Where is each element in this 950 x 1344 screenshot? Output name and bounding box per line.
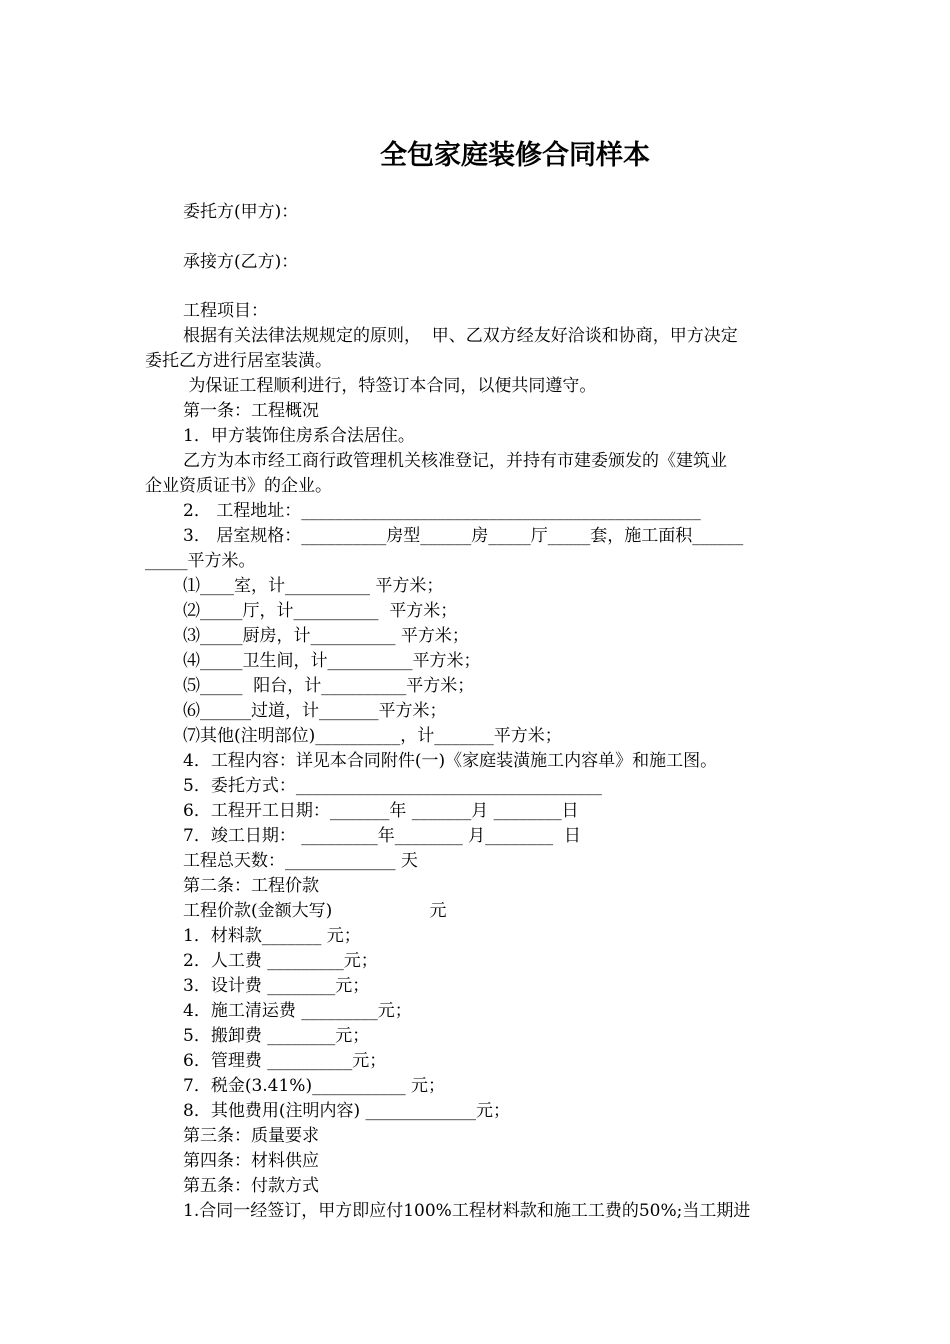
room-item: ⑸_____ 阳台，计__________平方米； xyxy=(183,676,475,696)
payment-line: 1.合同一经签订，甲方即应付100%工程材料款和施工工费的50%;当工期进 xyxy=(183,1201,751,1221)
paragraph-line: 委托乙方进行居室装潢。 xyxy=(145,351,332,371)
paragraph-line: 根据有关法律法规规定的原则， 甲、乙双方经友好洽谈和协商，甲方决定 xyxy=(183,326,738,346)
section-heading: 第四条：材料供应 xyxy=(183,1151,319,1171)
room-item: ⑴____室，计__________ 平方米； xyxy=(183,576,444,596)
clause-line: 企业资质证书》的企业。 xyxy=(145,476,332,496)
room-item: ⑶_____厨房，计__________ 平方米； xyxy=(183,626,469,646)
clause-line: 乙方为本市经工商行政管理机关核准登记，并持有市建委颁发的《建筑业 xyxy=(183,451,727,471)
project-line: 工程项目： xyxy=(183,301,268,321)
room-item: ⑺其他(注明部位)__________，计_______平方米； xyxy=(183,726,562,746)
section-heading: 第一条：工程概况 xyxy=(183,401,319,421)
clause-line: 4．工程内容：详见本合同附件(一)《家庭装潢施工内容单》和施工图。 xyxy=(183,751,718,771)
party-b-line: 承接方(乙方)： xyxy=(183,252,299,272)
price-item: 1．材料款_______ 元； xyxy=(183,926,361,946)
room-item: ⑵_____厅，计__________ 平方米； xyxy=(183,601,458,621)
address-line: 2． 工程地址：_______________________________________________ xyxy=(183,501,701,521)
room-spec-line: _____平方米。 xyxy=(145,551,256,571)
price-item: 5．搬卸费 ________元； xyxy=(183,1026,370,1046)
end-date-line: 7．竣工日期： _________年________ 月________ 日 xyxy=(183,826,581,846)
total-days-line: 工程总天数：_____________ 天 xyxy=(183,851,418,871)
price-line: 工程价款(金额大写) 元 xyxy=(183,901,447,921)
room-item: ⑹______过道，计_______平方米； xyxy=(183,701,447,721)
section-heading: 第二条：工程价款 xyxy=(183,876,319,896)
paragraph-line: 为保证工程顺利进行，特签订本合同，以便共同遵守。 xyxy=(183,376,597,396)
start-date-line: 6．工程开工日期：_______年 _______月 ________日 xyxy=(183,801,579,821)
price-item: 7．税金(3.41%)___________ 元； xyxy=(183,1076,445,1096)
page-title: 全包家庭装修合同样本 xyxy=(380,140,650,171)
price-item: 8．其他费用(注明内容) _____________元； xyxy=(183,1101,510,1121)
price-item: 4．施工清运费 _________元； xyxy=(183,1001,412,1021)
clause-line: 1．甲方装饰住房系合法居住。 xyxy=(183,426,415,446)
party-a-line: 委托方(甲方)： xyxy=(183,202,299,222)
room-spec-line: 3． 居室规格：__________房型______房_____厅_____套，施工面积______ xyxy=(183,526,744,546)
section-heading: 第五条：付款方式 xyxy=(183,1176,319,1196)
price-item: 6．管理费 __________元； xyxy=(183,1051,387,1071)
section-heading: 第三条：质量要求 xyxy=(183,1126,319,1146)
clause-line: 5．委托方式：____________________________________ xyxy=(183,776,602,796)
price-item: 3．设计费 ________元； xyxy=(183,976,370,996)
room-item: ⑷_____卫生间，计__________平方米； xyxy=(183,651,481,671)
price-item: 2．人工费 _________元； xyxy=(183,951,378,971)
